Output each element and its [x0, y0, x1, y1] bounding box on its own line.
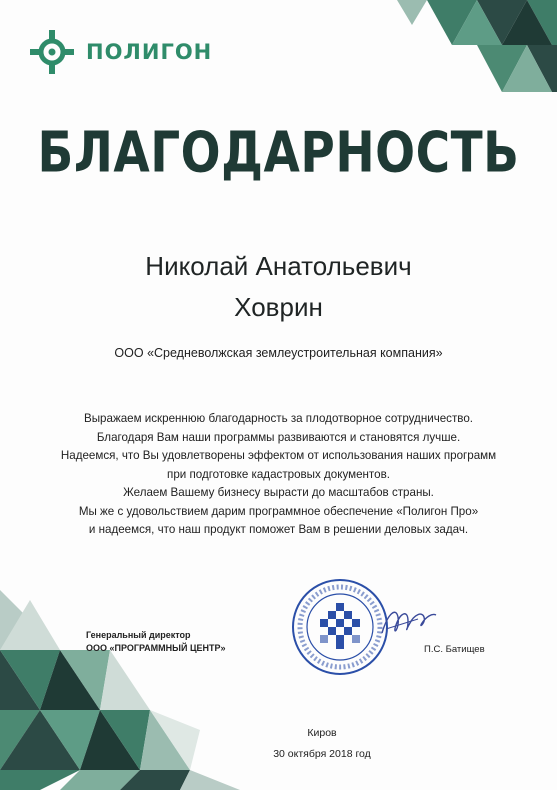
- top-right-triangle-decoration: [397, 0, 557, 95]
- message-line: Желаем Вашему бизнесу вырасти до масштабов страны.: [123, 486, 434, 499]
- recipient-name: [0, 246, 557, 328]
- message-line: и надеемся, что наш продукт поможет Вам в решении деловых задач.: [88, 523, 469, 536]
- message-line: Выражаем искреннюю благодарность за плодотворное сотрудничество.: [83, 412, 473, 425]
- message-line: Мы же с удовольствием дарим программное обеспечение «Полигон Про»: [78, 504, 479, 518]
- logo-text: ПОЛИГОН: [86, 40, 213, 64]
- director-block: [86, 629, 226, 655]
- message-line: Надеемся, что Вы удовлетворены эффектом от использования наших программ: [60, 449, 497, 462]
- director-position: Генеральный директор: [86, 630, 191, 640]
- company-logo: [30, 30, 212, 74]
- message-line: Благодаря Вам наши программы развиваются и становятся лучше.: [96, 430, 461, 444]
- round-company-stamp-icon: [290, 577, 390, 677]
- certificate-title: БЛАГОДАРНОСТЬ: [37, 120, 520, 186]
- director-company: ООО «ПРОГРАММНЫЙ ЦЕНТР»: [86, 643, 226, 653]
- place-city: Киров: [307, 727, 337, 739]
- issue-date: 30 октября 2018 год: [273, 748, 371, 760]
- recipient-name-line-1: Николай Анатольевич: [145, 251, 412, 281]
- gratitude-message: [0, 410, 557, 540]
- place-and-date: [157, 723, 487, 765]
- signer-name: П.С. Батищев: [424, 644, 485, 655]
- recipient-organization: ООО «Средневолжская землеустроительная компания»: [114, 346, 443, 360]
- recipient-name-line-2: Ховрин: [234, 292, 323, 322]
- signature-icon: [378, 603, 438, 641]
- message-line: при подготовке кадастровых документов.: [167, 467, 390, 481]
- crosshair-logo-icon: [30, 30, 74, 74]
